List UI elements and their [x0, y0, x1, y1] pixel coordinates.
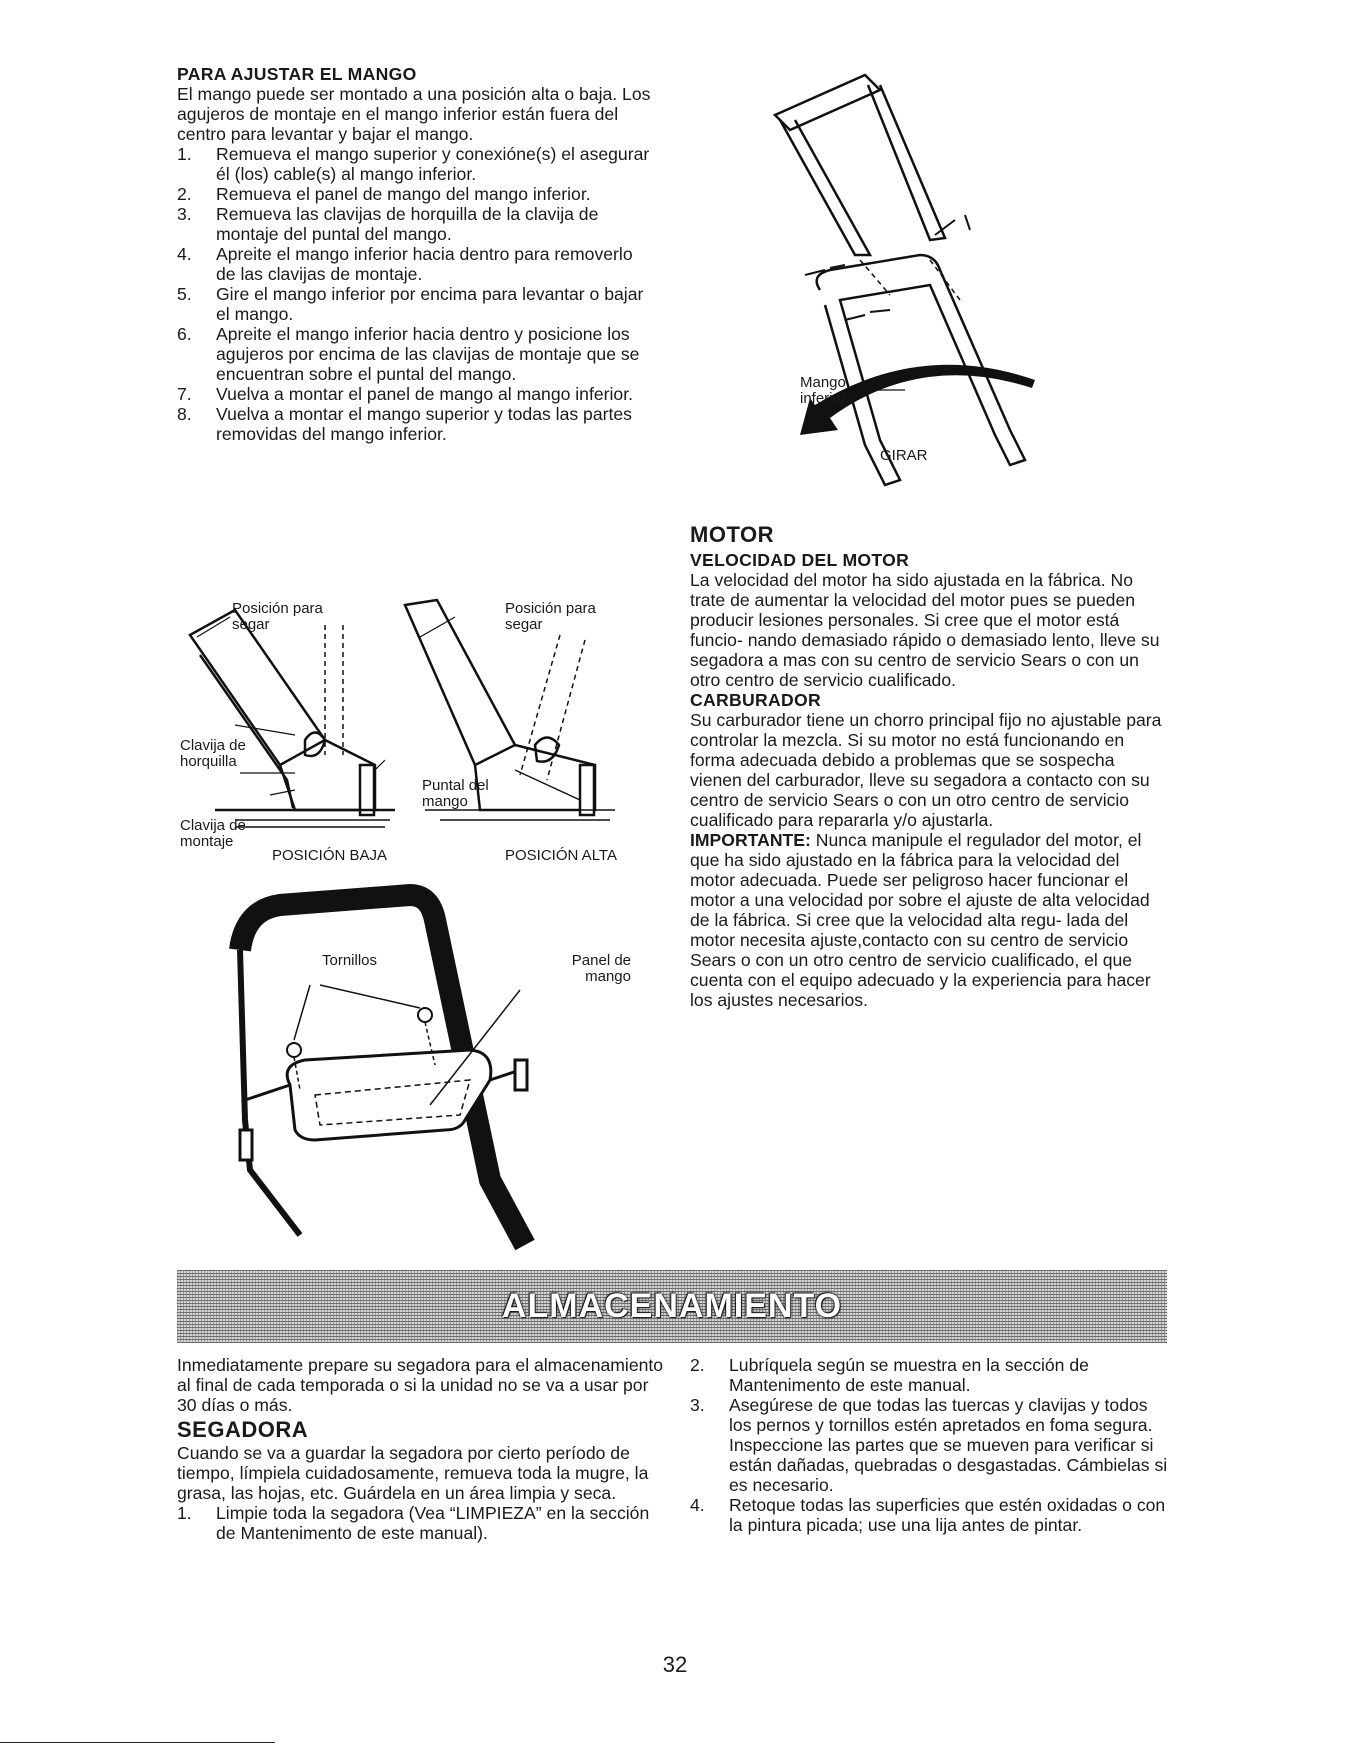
- label-pos-segar-right: Posición para segar: [505, 600, 596, 633]
- list-item: 8. Vuelva a montar el mango superior y todas las partes removidas del mango inferior.: [177, 404, 632, 444]
- label-mango-inferior: Mango inferior: [800, 374, 846, 407]
- intro-paragraph: El mango puede ser montado a una posición alta o baja. Los agujeros de montaje en el mango inferior están fuera del centro para levantar y bajar el mango.: [177, 84, 651, 144]
- velocidad-paragraph: La velocidad del motor ha sido ajustada en la fábrica. No trate de aumentar la velocidad del motor pues se pueden producir lesiones personales. Si cree que el motor está funcio- nando demasiado rápido o demasiado lento, lleve su segadora a mas con su centro de servicio Sears o con un otro centro de servicio cualificado.: [690, 570, 1160, 690]
- bottom-rule: [0, 1742, 275, 1743]
- importante-paragraph: IMPORTANTE: Nunca manipule el regulador del motor, el que ha sido ajustado en la fábrica para la velocidad del motor adecuada. Puede ser peligroso hacer funcionar el motor a una velocidad por sobre el ajuste de alta velocidad de la fábrica. Si cree que la velocidad alta regu- lada del motor necesita ajuste,contacto con su centro de servicio Sears o con un otro centro de servicio cualificado, el que cuenta con el equipo adecuado y la experiencia para hacer los ajustes necesarios.: [690, 830, 1151, 1010]
- list-item: 3. Remueva las clavijas de horquilla de la clavija de montaje del puntal del mango.: [177, 204, 599, 244]
- storage-steps-left: [177, 1503, 667, 1543]
- storage-banner: [177, 1270, 1167, 1343]
- list-item: 3. Asegúrese de que todas las tuercas y clavijas y todos los pernos y tornillos estén apretados en foma segura. Inspeccione las partes que se mueven para verificar si están dañadas, quebradas o desgastadas. Cámbielas si es necesario.: [690, 1395, 1168, 1495]
- list-item: 2. Lubríquela según se muestra en la sección de Mantenimento de este manual.: [690, 1355, 1089, 1395]
- label-clavija-montaje: Clavija de montaje: [180, 817, 246, 850]
- handle-panel-figure: [220, 890, 550, 1250]
- storage-intro: Inmediatamente prepare su segadora para el almacenamiento al final de cada temporada o si la unidad no se va a usar por 30 días o más.: [177, 1355, 664, 1415]
- carburador-heading: CARBURADOR: [690, 690, 822, 710]
- steps-list: [177, 144, 652, 444]
- list-item: 6. Apreite el mango inferior hacia dentro y posicione los agujeros por encima de las clavijas de montaje que se encuentran sobre el puntal del mango.: [177, 324, 640, 384]
- list-item: 2. Remueva el panel de mango del mango inferior.: [177, 184, 591, 204]
- label-girar: GIRAR: [880, 447, 928, 464]
- segadora-heading: SEGADORA: [177, 1417, 309, 1442]
- list-item: 4. Apreite el mango inferior hacia dentro para removerlo de las clavijas de montaje.: [177, 244, 633, 284]
- motor-heading: MOTOR: [690, 522, 774, 547]
- label-posicion-alta: POSICIÓN ALTA: [505, 847, 617, 864]
- label-tornillos: Tornillos: [322, 952, 378, 969]
- list-item: 5. Gire el mango inferior por encima para levantar o bajar el mango.: [177, 284, 644, 324]
- carburador-paragraph: Su carburador tiene un chorro principal fijo no ajustable para controlar la mezcla. Si su motor no está funcionando en forma adecuada debido a problemas que se sospecha vienen del carburador, lleve su segadora a contacto con su centro de servicio Sears o con un otro centro de servicio cualificado para repararla y/o ajustarla.: [690, 710, 1162, 830]
- list-item: 1. Limpie toda la segadora (Vea “LIMPIEZA” en la sección de Mantenimento de este manual).: [177, 1503, 650, 1543]
- page-number: 32: [662, 1652, 688, 1677]
- storage-steps-right: [690, 1355, 1168, 1535]
- list-item: 4. Retoque todas las superficies que estén oxidadas o con la pintura picada; use una lija antes de pintar.: [690, 1495, 1166, 1535]
- label-panel-mango: Panel de mango: [571, 952, 631, 985]
- label-puntal: Puntal del mango: [422, 777, 489, 810]
- label-clavija-horquilla: Clavija de horquilla: [180, 737, 246, 770]
- storage-right-column: [690, 1355, 1168, 1535]
- label-pos-segar-left: Posición para segar: [232, 600, 323, 633]
- list-item: 7. Vuelva a montar el panel de mango al mango inferior.: [177, 384, 633, 404]
- storage-left-column: [177, 1355, 667, 1543]
- list-item: 1. Remueva el mango superior y conexióne(s) el asegurar él (los) cable(s) al mango inferior.: [177, 144, 650, 184]
- importante-label: IMPORTANTE:: [690, 830, 811, 850]
- handle-adjust-section: [177, 64, 652, 444]
- section-heading: PARA AJUSTAR EL MANGO: [177, 64, 417, 84]
- segadora-paragraph: Cuando se va a guardar la segadora por cierto período de tiempo, límpiela cuidadosamente, remueva toda la mugre, la grasa, las hojas, etc. Guárdela en un área limpia y seca.: [177, 1443, 649, 1503]
- motor-section: [690, 522, 1165, 1010]
- banner-title: ALMACENAMIENTO: [501, 1287, 843, 1325]
- velocidad-heading: VELOCIDAD DEL MOTOR: [690, 550, 910, 570]
- label-posicion-baja: POSICIÓN BAJA: [272, 847, 388, 864]
